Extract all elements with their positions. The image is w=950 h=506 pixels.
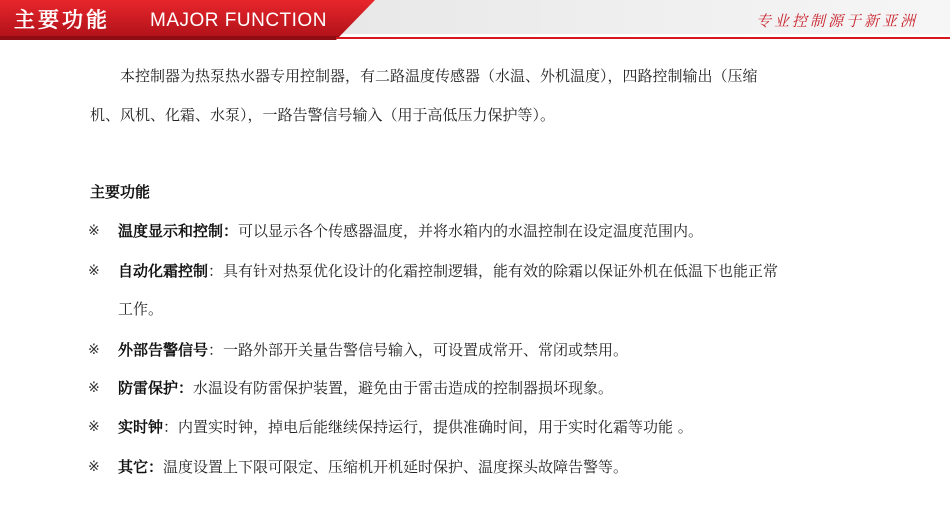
intro-line-1: 本控制器为热泵热水器专用控制器，有二路温度传感器（水温、外机温度），四路控制输出（压缩 [120,67,758,85]
feature-desc: ：具有针对热泵优化设计的化霜控制逻辑，能有效的除霜以保证外机在低温下也能正常 [208,262,779,280]
feature-name: 防雷保护： [118,379,194,397]
feature-name: 其它： [118,458,164,476]
feature-desc: 水温设有防雷保护装置，避免由于雷击造成的控制器损坏现象。 [193,379,614,397]
bullet-mark: ※ [88,342,100,358]
feature-name: 温度显示和控制： [118,222,239,240]
bullet-mark: ※ [88,380,100,396]
feature-desc: ：内置实时钟，掉电后能继续保持运行，提供准确时间，用于实时化霜等功能 。 [163,418,693,436]
header-slogan: 专业控制源于新亚洲 [755,12,918,30]
intro-line-2: 机、风机、化霜、水泵），一路告警信号输入（用于高低压力保护等）。 [90,106,556,124]
feature-name: 自动化霜控制 [118,262,209,280]
banner-title-cn: 主要功能 [14,7,110,32]
feature-item [118,338,628,362]
bullet-mark: ※ [88,419,100,435]
feature-desc: 温度设置上下限可限定、压缩机开机延时保护、温度探头故障告警等。 [163,458,629,476]
section-title: 主要功能 [90,183,151,201]
feature-item [118,219,703,243]
feature-desc: 可以显示各个传感器温度，并将水箱内的水温控制在设定温度范围内。 [238,222,704,240]
feature-desc: ：一路外部开关量告警信号输入，可设置成常开、常闭或禁用。 [208,341,629,359]
feature-item [118,259,778,283]
bullet-mark: ※ [88,223,100,239]
feature-name: 外部告警信号 [118,341,209,359]
feature-name: 实时钟 [118,418,164,436]
feature-item [118,415,693,439]
bullet-mark: ※ [88,263,100,279]
feature-item [118,376,613,400]
bullet-mark: ※ [88,459,100,475]
feature-desc-continued: 工作。 [118,300,164,318]
feature-item [118,455,628,479]
banner-title-en: MAJOR FUNCTION [150,10,327,31]
